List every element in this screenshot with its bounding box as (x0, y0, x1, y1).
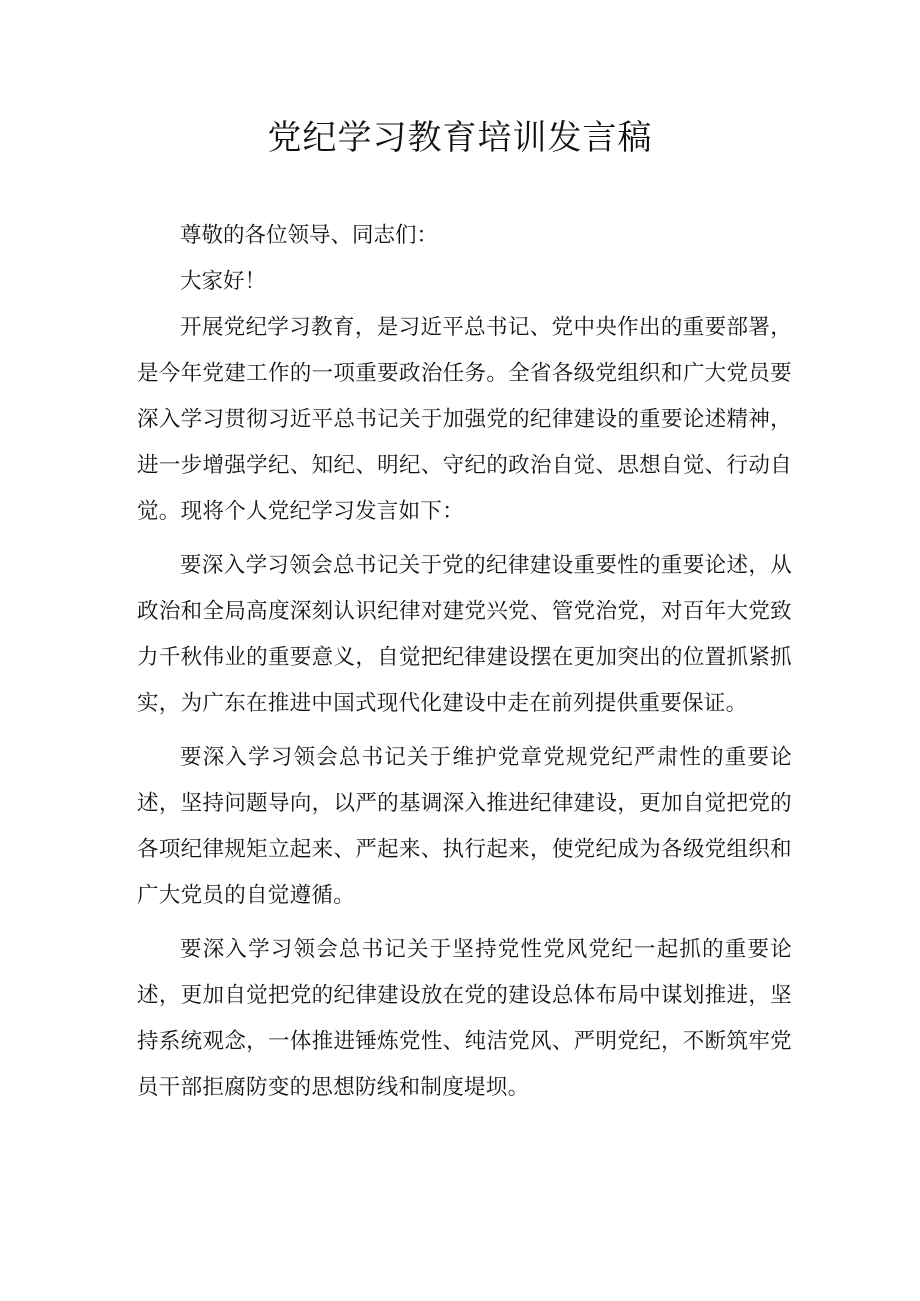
greeting: 大家好！ (180, 269, 267, 294)
paragraph-integration: 要深入学习领会总书记关于坚持党性党风党纪一起抓的重要论述，更加自觉把党的纪律建设放在党的建设总体布局中谋划推进，坚持系统观念，一体推进锤炼党性、纯洁党风、严明党纪，不断筑牢党员干部拒腐防变的思想防线和制度堤坝。 (137, 937, 792, 1100)
paragraph-importance: 要深入学习领会总书记关于党的纪律建设重要性的重要论述，从政治和全局高度深刻认识纪律对建党兴党、管党治党，对百年大党致力千秋伟业的重要意义，自觉把纪律建设摆在更加突出的位置抓紧抓实，为广东在推进中国式现代化建设中走在前列提供重要保证。 (137, 553, 792, 716)
paragraph-seriousness: 要深入学习领会总书记关于维护党章党规党纪严肃性的重要论述，坚持问题导向，以严的基调深入推进纪律建设，更加自觉把党的各项纪律规矩立起来、严起来、执行起来，使党纪成为各级党组织和广大党员的自觉遵循。 (137, 745, 792, 908)
salutation: 尊敬的各位领导、同志们： (180, 223, 439, 248)
document-title: 党纪学习教育培训发言稿 (267, 118, 653, 158)
paragraph-intro: 开展党纪学习教育，是习近平总书记、党中央作出的重要部署，是今年党建工作的一项重要政治任务。全省各级党组织和广大党员要深入学习贯彻习近平总书记关于加强党的纪律建设的重要论述精神，进一步增强学纪、知纪、明纪、守纪的政治自觉、思想自觉、行动自觉。现将个人党纪学习发言如下： (137, 315, 792, 524)
document-body (137, 213, 792, 1111)
